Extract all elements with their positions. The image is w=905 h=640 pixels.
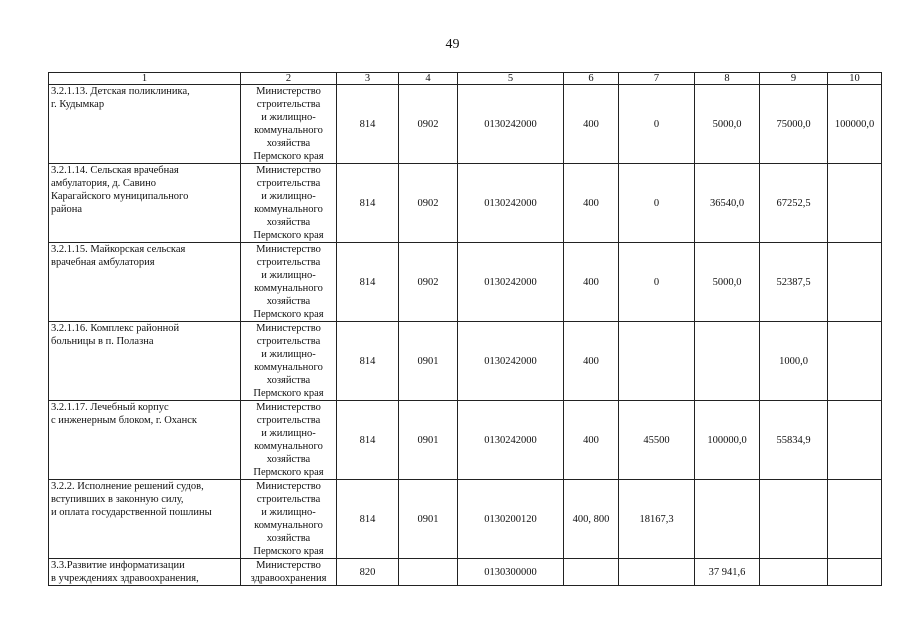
amount-col10-cell bbox=[828, 164, 882, 243]
column-header: 9 bbox=[760, 73, 828, 85]
expense-type-cell: 400 bbox=[564, 322, 619, 401]
amount-col10-cell bbox=[828, 322, 882, 401]
expense-type-cell bbox=[564, 559, 619, 586]
amount-col10-cell: 100000,0 bbox=[828, 85, 882, 164]
header-row bbox=[49, 73, 882, 85]
target-article-cell: 0130242000 bbox=[458, 401, 564, 480]
amount-col8-cell: 5000,0 bbox=[695, 243, 760, 322]
amount-col9-cell: 1000,0 bbox=[760, 322, 828, 401]
amount-col8-cell: 36540,0 bbox=[695, 164, 760, 243]
column-header: 2 bbox=[241, 73, 337, 85]
section-cell: 0902 bbox=[399, 243, 458, 322]
amount-col9-cell bbox=[760, 480, 828, 559]
table-row bbox=[49, 243, 882, 322]
table-row bbox=[49, 559, 882, 586]
amount-col8-cell: 5000,0 bbox=[695, 85, 760, 164]
section-cell: 0901 bbox=[399, 480, 458, 559]
table-row bbox=[49, 164, 882, 243]
column-header: 8 bbox=[695, 73, 760, 85]
expense-type-cell: 400 bbox=[564, 85, 619, 164]
amount-col8-cell bbox=[695, 322, 760, 401]
code-cell: 820 bbox=[337, 559, 399, 586]
code-cell: 814 bbox=[337, 480, 399, 559]
amount-col9-cell: 75000,0 bbox=[760, 85, 828, 164]
amount-col7-cell: 0 bbox=[619, 164, 695, 243]
amount-col7-cell bbox=[619, 559, 695, 586]
activity-name-cell: 3.2.1.17. Лечебный корпус с инженерным блоком, г. Оханск bbox=[49, 401, 241, 480]
column-header: 4 bbox=[399, 73, 458, 85]
expense-type-cell: 400 bbox=[564, 243, 619, 322]
code-cell: 814 bbox=[337, 164, 399, 243]
activity-name-cell: 3.2.1.14. Сельская врачебная амбулатория, д. Савино Карагайского муниципального района bbox=[49, 164, 241, 243]
agency-cell: Министерство строительства и жилищно- коммунального хозяйства Пермского края bbox=[241, 322, 337, 401]
agency-cell: Министерство строительства и жилищно- коммунального хозяйства Пермского края bbox=[241, 480, 337, 559]
agency-cell: Министерство строительства и жилищно- коммунального хозяйства Пермского края bbox=[241, 243, 337, 322]
table-header bbox=[49, 73, 882, 85]
amount-col9-cell bbox=[760, 559, 828, 586]
section-cell: 0901 bbox=[399, 322, 458, 401]
amount-col7-cell: 0 bbox=[619, 85, 695, 164]
agency-cell: Министерство строительства и жилищно- коммунального хозяйства Пермского края bbox=[241, 85, 337, 164]
agency-cell: Министерство здравоохранения bbox=[241, 559, 337, 586]
column-header: 7 bbox=[619, 73, 695, 85]
column-header: 5 bbox=[458, 73, 564, 85]
page-number: 49 bbox=[445, 37, 460, 52]
activity-name-cell: 3.2.1.13. Детская поликлиника, г. Кудымкар bbox=[49, 85, 241, 164]
section-cell: 0902 bbox=[399, 164, 458, 243]
table-row bbox=[49, 322, 882, 401]
target-article-cell: 0130242000 bbox=[458, 164, 564, 243]
target-article-cell: 0130300000 bbox=[458, 559, 564, 586]
expense-type-cell: 400, 800 bbox=[564, 480, 619, 559]
agency-cell: Министерство строительства и жилищно- коммунального хозяйства Пермского края bbox=[241, 401, 337, 480]
activity-name-cell: 3.2.1.15. Майкорская сельская врачебная амбулатория bbox=[49, 243, 241, 322]
column-header: 6 bbox=[564, 73, 619, 85]
target-article-cell: 0130242000 bbox=[458, 322, 564, 401]
expense-type-cell: 400 bbox=[564, 164, 619, 243]
amount-col7-cell: 45500 bbox=[619, 401, 695, 480]
activity-name-cell: 3.2.1.16. Комплекс районной больницы в п. Полазна bbox=[49, 322, 241, 401]
expense-type-cell: 400 bbox=[564, 401, 619, 480]
amount-col8-cell: 100000,0 bbox=[695, 401, 760, 480]
amount-col10-cell bbox=[828, 401, 882, 480]
table-row bbox=[49, 85, 882, 164]
amount-col9-cell: 55834,9 bbox=[760, 401, 828, 480]
column-header: 3 bbox=[337, 73, 399, 85]
amount-col7-cell bbox=[619, 322, 695, 401]
amount-col7-cell: 0 bbox=[619, 243, 695, 322]
section-cell: 0902 bbox=[399, 85, 458, 164]
target-article-cell: 0130242000 bbox=[458, 85, 564, 164]
code-cell: 814 bbox=[337, 322, 399, 401]
activity-name-cell: 3.3.Развитие информатизации в учреждениях здравоохранения, bbox=[49, 559, 241, 586]
amount-col9-cell: 67252,5 bbox=[760, 164, 828, 243]
table-row bbox=[49, 401, 882, 480]
section-cell: 0901 bbox=[399, 401, 458, 480]
activity-name-cell: 3.2.2. Исполнение решений судов, вступивших в законную силу, и оплата государственной пошлины bbox=[49, 480, 241, 559]
column-header: 10 bbox=[828, 73, 882, 85]
code-cell: 814 bbox=[337, 243, 399, 322]
amount-col10-cell bbox=[828, 559, 882, 586]
amount-col9-cell: 52387,5 bbox=[760, 243, 828, 322]
section-cell bbox=[399, 559, 458, 586]
amount-col8-cell: 37 941,6 bbox=[695, 559, 760, 586]
target-article-cell: 0130200120 bbox=[458, 480, 564, 559]
amount-col7-cell: 18167,3 bbox=[619, 480, 695, 559]
amount-col8-cell bbox=[695, 480, 760, 559]
amount-col10-cell bbox=[828, 243, 882, 322]
target-article-cell: 0130242000 bbox=[458, 243, 564, 322]
code-cell: 814 bbox=[337, 85, 399, 164]
agency-cell: Министерство строительства и жилищно- коммунального хозяйства Пермского края bbox=[241, 164, 337, 243]
amount-col10-cell bbox=[828, 480, 882, 559]
column-header: 1 bbox=[49, 73, 241, 85]
table-row bbox=[49, 480, 882, 559]
budget-table bbox=[48, 72, 882, 586]
code-cell: 814 bbox=[337, 401, 399, 480]
